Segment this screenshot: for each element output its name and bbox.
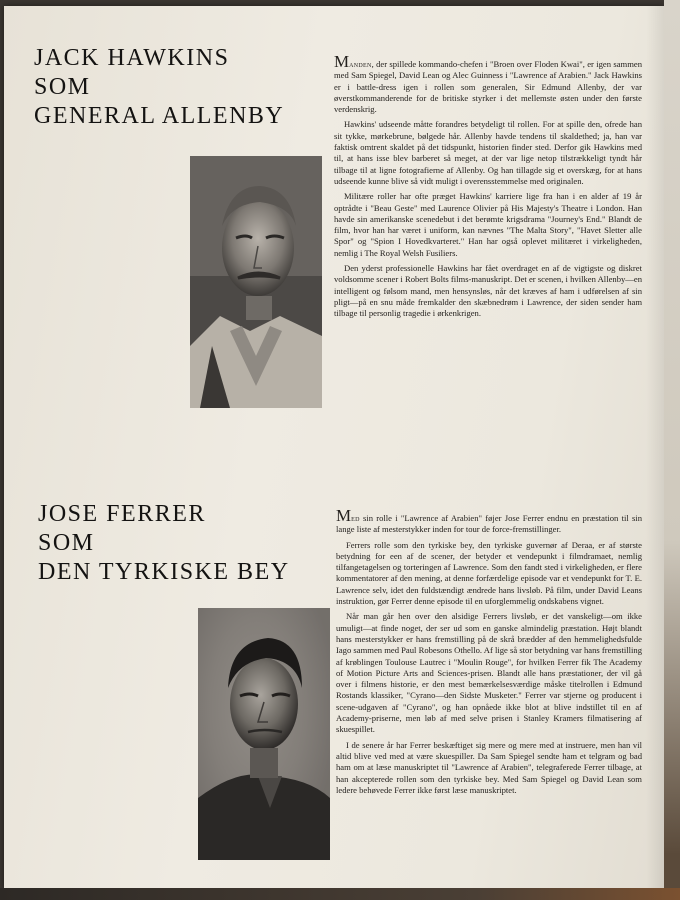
- ferrer-paragraph: I de senere år har Ferrer beskæftiget sig mere og mere med at instruere, men han vil altid blive ved med at være skuespiller. Da Sam Spiegel sendte ham et telgram og bad ham om at læse manuskriptet til "Lawrence af Arabien", telegraferede Ferrer tilbage, at han akcepterede rollen som den tyrkiske bey. Med Sam Spiegel og David Lean som ledere behøvede Ferrer ikke først læse manuskriptet.: [336, 739, 642, 795]
- lead-text: sin rolle i "Lawrence af Arabien" føjer Jose Ferrer endnu en præstation til sin lange liste af mesterstykker inden for tour de force-fremstillinger.: [336, 513, 642, 535]
- hawkins-paragraph: Militære roller har ofte præget Hawkins' karriere lige fra han i en alder af 19 år optrådte i "Beau Geste" med Laurence Olivier på His Majesty's Theatre i London. Han havde sin amerikanske scenedebut i det berømte krigsdrama "Journey's End." Blandt de film, hvor han har været i uniform, kan nævnes "The Malta Story", "Havet Sletter alle Spor" og "Spion I Hovedkvarteret." Han har også oplevet militæret i virkeligheden, nemlig i The Royal Welsh Fusiliers.: [334, 191, 642, 258]
- lead-smallcaps: anden: [349, 59, 372, 69]
- heading-line: DEN TYRKISKE BEY: [38, 559, 290, 585]
- ferrer-portrait-image: [198, 608, 330, 860]
- ferrer-heading: [38, 500, 290, 587]
- background-edge-bottom: [0, 888, 680, 900]
- magazine-page: [4, 6, 664, 888]
- ferrer-lead-paragraph: [336, 506, 642, 536]
- dropcap-letter: M: [336, 506, 352, 525]
- background-edge-right: [664, 0, 680, 900]
- ferrer-article-text: [336, 506, 642, 800]
- heading-line: SOM: [34, 74, 91, 100]
- dropcap-letter: M: [334, 52, 350, 71]
- hawkins-paragraph: Hawkins' udseende måtte forandres betydeligt til rollen. For at spille den, ofrede han sit tykke, mørkebrune, bølgede hår. Allenby havde tendens til skaldethed; ja, han var faktisk omtrent skaldet på det tidspunkt, historien finder sted. Derfor gik Hawkins med til, at hans isse blev barberet så meget, at der var lige netop tilstrækkeligt tyndt hår tilbage til at ligne fotografierne af Allenby. Og han tillagde sig et overskæg, for at hans udseende kunne blive så vidt muligt i overensstemmelse med originalen.: [334, 119, 642, 186]
- ferrer-portrait-photo: [198, 608, 330, 860]
- lead-text: , der spillede kommando-chefen i "Broen over Floden Kwai", er igen sammen med Sam Spiegel, David Lean og Alec Guinness i "Lawrence af Arabien." Jack Hawkins er i battle-dress igen i rollen som generalen, Sir Edmund Allenby, der var øverstkommanderende for de britiske styrker i det mellemste østen under den første verdenskrig.: [334, 59, 642, 115]
- ferrer-paragraph: Når man går hen over den alsidige Ferrers livsløb, er det vanskeligt—om ikke umuligt—at finde noget, der ser ud som en ganske almindelig præstation. Højt blandt hans mesterstykker er hans fremstilling på de skrå brædder af den hemmelighedsfulde Iago sammen med Paul Robesons Othello. Af lige så stor betydning var hans fremstilling af krøblingen Toulouse Lautrec i "Moulin Rouge", for hvilken Ferrer fik The Academy of Motion Picture Arts and Sciences-prisen. Blandt alle hans præstationer, der vil gå over i filmens historie, er den mest bemærkelsesværdige måske titelrollen i Edmund Rostands klassiker, "Cyrano—den Sidste Musketer." Ferrer var stjerne og producent i scene-udgaven af "Cyrano", og han opnåede ikke blot at blive indstillet til en af Academy-priserne, men løb af med selve prisen i Stanley Kramers filmatisering af skuespillet.: [336, 611, 642, 735]
- heading-line: JACK HAWKINS: [34, 45, 230, 71]
- lead-smallcaps: ed: [351, 513, 360, 523]
- heading-line: GENERAL ALLENBY: [34, 103, 285, 129]
- heading-line: SOM: [38, 530, 95, 556]
- heading-line: JOSE FERRER: [38, 501, 206, 527]
- section-ferrer: [4, 6, 664, 888]
- hawkins-paragraph: Den yderst professionelle Hawkins har fået overdraget en af de vigtigste og diskret voldsomme scener i Robert Bolts films-manuskript. Det er scenen, i hvilken Allenby—en intelligent og følsom mand, men hensynsløs, når det kræves af ham i udførelsen af sin pligt—på en snu måde fremkalder den skæbnedrøm i Lawrence, der siden sender ham tilbage til personlig tragedie i ørkenkrigen.: [334, 263, 642, 319]
- ferrer-paragraph: Ferrers rolle som den tyrkiske bey, den tyrkiske guvernør af Deraa, er af største betydning for een af de scener, der betyder et vendepunkt i filmdramaet, nemlig tilfangetagelsen og torteringen af Lawrence. Som den fandt sted i virkeligheden, er flere kommentatorer af den mening, at denne forfærdelige episode var et vendepunkt for T. E. Lawrence selv, idet den fuldstændigt ændrede hans livsløb. På film, under David Leans instruktion, gør Ferrer denne episode til en uforglemmelig ondskabens vignet.: [336, 539, 642, 607]
